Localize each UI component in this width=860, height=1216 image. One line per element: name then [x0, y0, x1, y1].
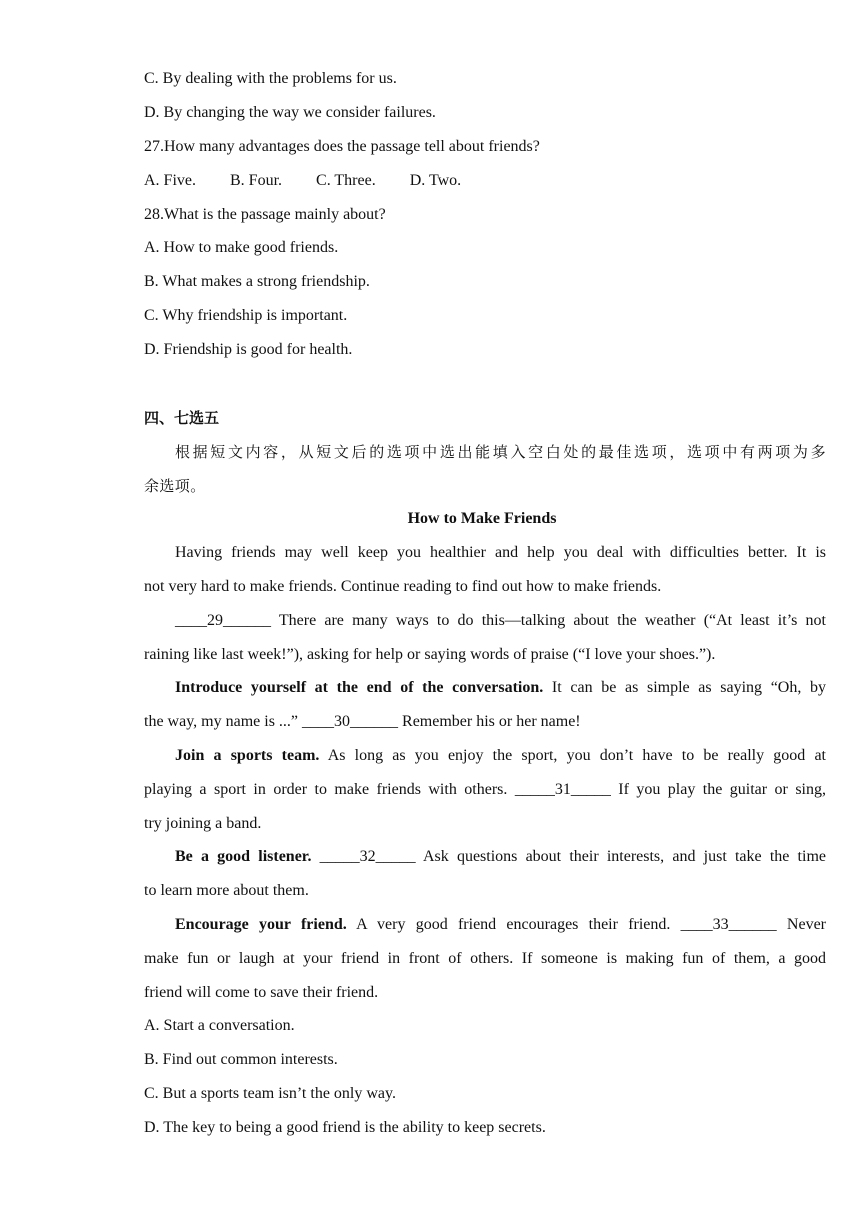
paragraph-2-line1: ____29______ There are many ways to do this—talking about the weather (“At least it’s not — [175, 612, 826, 629]
q27-option-b: B. Four. — [230, 172, 283, 189]
paragraph-1-line2: not very hard to make friends. Continue reading to find out how to make friends. — [144, 578, 662, 595]
q27-options — [144, 171, 826, 191]
paragraph-6-line1 — [175, 915, 826, 935]
q28-option-c: C. Why friendship is important. — [144, 307, 348, 324]
choice-c: C. But a sports team isn’t the only way. — [144, 1085, 396, 1102]
paragraph-4-line1 — [175, 746, 826, 766]
paragraph-6-text: A very good friend encourages their friend. ____33______ Never — [346, 916, 826, 933]
paragraph-6-lead: Encourage your friend. — [175, 916, 347, 933]
paragraph-6-line2: make fun or laugh at your friend in front of others. If someone is making fun of them, a good — [144, 950, 826, 967]
q27-option-a: A. Five. — [144, 172, 196, 189]
passage-title: How to Make Friends — [407, 510, 557, 527]
choice-b: B. Find out common interests. — [144, 1051, 338, 1068]
q26-option-d: D. By changing the way we consider failures. — [144, 104, 436, 121]
paragraph-6-line3: friend will come to save their friend. — [144, 984, 379, 1001]
q27-option-c: C. Three. — [316, 172, 376, 189]
q28-option-b: B. What makes a strong friendship. — [144, 273, 370, 290]
choice-d: D. The key to being a good friend is the ability to keep secrets. — [144, 1119, 546, 1136]
paragraph-5-text: _____32_____ Ask questions about their interests, and just take the time — [311, 848, 826, 865]
paragraph-4-lead: Join a sports team. — [175, 747, 320, 764]
q27-stem: 27.How many advantages does the passage tell about friends? — [144, 138, 540, 155]
paragraph-2-line2: raining like last week!”), asking for help or saying words of praise (“I love your shoes.”). — [144, 646, 716, 663]
q27-option-d: D. Two. — [409, 172, 462, 189]
paragraph-4-text: As long as you enjoy the sport, you don’t have to be really good at — [319, 747, 826, 764]
choice-a: A. Start a conversation. — [144, 1017, 295, 1034]
paragraph-3-lead: Introduce yourself at the end of the conversation. — [175, 679, 544, 696]
paragraph-3-text: It can be as simple as saying “Oh, by — [543, 679, 827, 696]
paragraph-3-line1 — [175, 678, 826, 698]
section-instruction-line1: 根据短文内容，从短文后的选项中选出能填入空白处的最佳选项，选项中有两项为多 — [175, 443, 826, 461]
paragraph-5-line1 — [175, 847, 826, 867]
paragraph-4-line2: playing a sport in order to make friends with others. _____31_____ If you play the guitar or sing, — [144, 781, 826, 798]
paragraph-3-line2: the way, my name is ...” ____30______ Remember his or her name! — [144, 713, 581, 730]
paragraph-5-line2: to learn more about them. — [144, 882, 309, 899]
paragraph-1-line1: Having friends may well keep you healthier and help you deal with difficulties better. It is — [175, 544, 826, 561]
q28-option-a: A. How to make good friends. — [144, 239, 339, 256]
q26-option-c: C. By dealing with the problems for us. — [144, 70, 397, 87]
section-instruction-line2: 余选项。 — [144, 477, 206, 495]
q28-stem: 28.What is the passage mainly about? — [144, 206, 386, 223]
paragraph-5-lead: Be a good listener. — [175, 848, 312, 865]
section-heading: 四、七选五 — [144, 409, 220, 427]
q28-option-d: D. Friendship is good for health. — [144, 341, 353, 358]
paragraph-4-line3: try joining a band. — [144, 815, 262, 832]
